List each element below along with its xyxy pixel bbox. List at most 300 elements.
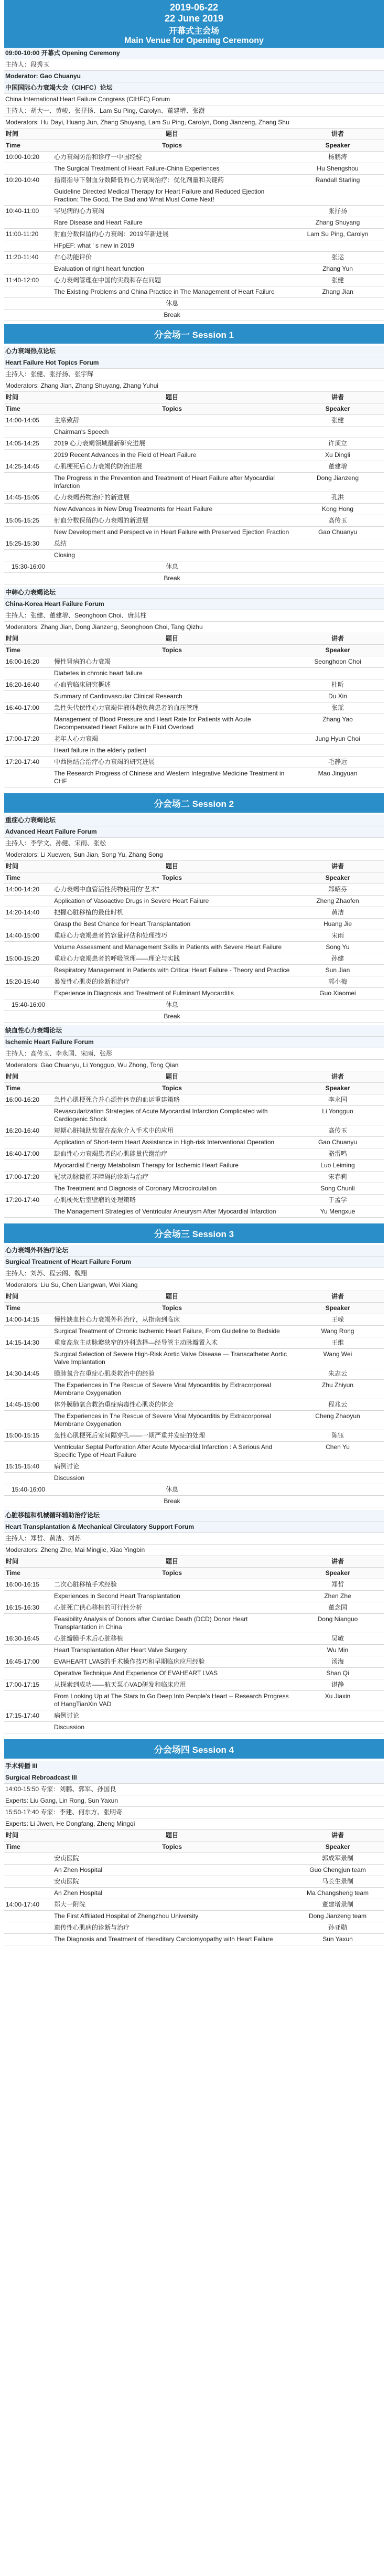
row-time — [4, 1411, 52, 1430]
row-time — [4, 1591, 52, 1602]
row-speaker: 张健 — [292, 275, 384, 286]
row-topic: The Experiences in The Rescue of Severe Viral Myocarditis by Extracorporeal Membrane Oxygenation — [52, 1411, 292, 1430]
row-topic: An Zhen Hospital — [52, 1865, 292, 1876]
row-topic: 射血分数保留的心力衰竭的新进展 — [52, 515, 292, 527]
row-speaker: Jung Hyun Choi — [292, 733, 384, 745]
row-topic: Guideline Directed Medical Therapy for Heart Failure and Reduced Ejection Fraction: The Good, The Bad and What Must Come Next! — [52, 186, 292, 206]
table-row — [4, 1411, 384, 1430]
table-row — [4, 473, 384, 492]
row-speaker — [292, 240, 384, 252]
session-header: 分会场三 Session 3 — [4, 1223, 384, 1243]
row-speaker — [292, 1722, 384, 1733]
row-time — [4, 1922, 52, 1934]
table-row — [4, 1934, 384, 1945]
row-topic: The First Affiliated Hospital of Zhengzhou University — [52, 1911, 292, 1922]
row-topic: Grasp the Best Chance for Heart Transplantation — [52, 919, 292, 930]
spacer — [4, 1945, 384, 1948]
row-speaker: Wang Rong — [292, 1326, 384, 1337]
table-row — [4, 1137, 384, 1148]
table-row — [4, 1106, 384, 1125]
table-row — [4, 1911, 384, 1922]
table-row — [4, 988, 384, 999]
row-time: 17:00-17:20 — [4, 733, 52, 745]
row-speaker: Song Chunli — [292, 1183, 384, 1195]
row-topic: 急性心肌梗死合并心源性休克的血运重建策略 — [52, 1094, 292, 1106]
row-speaker: Lam Su Ping, Carolyn — [292, 229, 384, 240]
row-speaker: Li Yongguo — [292, 1106, 384, 1125]
row-time: 11:20-11:40 — [4, 252, 52, 263]
table-row — [4, 1473, 384, 1484]
info-line: Moderators: Li Xuewen, Sun Jian, Song Yu, Zhang Song — [4, 849, 384, 861]
table-header-row — [4, 1303, 384, 1314]
row-speaker: 孙亚勋 — [292, 1922, 384, 1934]
row-speaker: Hu Shengshou — [292, 163, 384, 175]
day-banner — [4, 0, 384, 48]
row-topic: Closing — [52, 550, 292, 561]
row-speaker: Guo Xiaomei — [292, 988, 384, 999]
schedule-table — [4, 633, 384, 787]
info-line: 中国国际心力衰竭大会（CIHFC）论坛 — [4, 82, 384, 94]
info-line: 心力衰竭外科治疗论坛 — [4, 1245, 384, 1257]
row-time — [4, 240, 52, 252]
forum-block — [4, 1761, 384, 1945]
row-speaker: 杨鹏涛 — [292, 152, 384, 163]
table-row — [4, 504, 384, 515]
row-speaker: Mao Jingyuan — [292, 768, 384, 787]
table-row — [4, 1614, 384, 1633]
info-line: Experts: Liu Gang, Lin Rong, Sun Yaxun — [4, 1795, 384, 1807]
row-speaker: Sun Yaxun — [292, 1934, 384, 1945]
row-time — [4, 965, 52, 976]
table-row — [4, 919, 384, 930]
table-row — [4, 240, 384, 252]
row-time: 16:15-16:30 — [4, 1602, 52, 1614]
table-row — [4, 976, 384, 988]
row-topic: Operative Technique And Experience Of EVAHEART LVAS — [52, 1668, 292, 1679]
row-topic: 病例讨论 — [52, 1710, 292, 1722]
table-row — [4, 884, 384, 896]
row-topic: Heart Transplantation After Heart Valve Surgery — [52, 1645, 292, 1656]
table-header-row — [4, 1830, 384, 1841]
row-time: 14:20-14:40 — [4, 907, 52, 919]
info-line: Advanced Heart Failure Forum — [4, 826, 384, 838]
row-topic: 从探索到成功——航天泵心VAD研发和临床应用 — [52, 1679, 292, 1691]
row-topic: 右心功能评价 — [52, 252, 292, 263]
row-speaker: 董建增录制 — [292, 1899, 384, 1911]
table-header-row — [4, 140, 384, 152]
banner-venue-cn: 开幕式主会场 — [168, 27, 219, 36]
row-topic: The Research Progress of Chinese and Western Integrative Medicine Treatment in CHF — [52, 768, 292, 787]
info-line: 重症心力衰竭论坛 — [4, 815, 384, 826]
header-topic: Topics — [52, 645, 292, 656]
table-row — [4, 1094, 384, 1106]
table-row — [4, 656, 384, 668]
row-speaker — [292, 573, 384, 584]
row-speaker: Ma Changsheng team — [292, 1888, 384, 1899]
info-line: 心力衰竭热点论坛 — [4, 346, 384, 357]
table-row — [4, 527, 384, 538]
sessions-container — [4, 324, 384, 1948]
row-time: 17:00-17:20 — [4, 1172, 52, 1183]
table-header-row — [4, 1291, 384, 1303]
row-time — [4, 942, 52, 953]
table-header-row — [4, 1568, 384, 1579]
table-row — [4, 206, 384, 217]
table-row — [4, 1206, 384, 1218]
row-time — [4, 668, 52, 679]
session-header: 分会场四 Session 4 — [4, 1739, 384, 1759]
info-line: 主持人：胡大一、黄峻、张抒扬、Lam Su Ping, Carolyn、董建增、张澍 — [4, 105, 384, 117]
row-time: 16:00-16:20 — [4, 1094, 52, 1106]
schedule-table — [4, 861, 384, 1023]
header-topic: 题目 — [52, 129, 292, 140]
table-row — [4, 757, 384, 768]
info-line: Moderators: Gao Chuanyu, Li Yongguo, Wu Zhong, Tong Qian — [4, 1060, 384, 1071]
row-topic: 病例讨论 — [52, 1461, 292, 1473]
info-line: Ischemic Heart Failure Forum — [4, 1037, 384, 1048]
row-topic: 急性失代偿性心力衰竭伴液体超负荷患者的血压管理 — [52, 702, 292, 714]
row-speaker: Wu Min — [292, 1645, 384, 1656]
row-time: 14:00-14:15 — [4, 1314, 52, 1326]
row-topic: Rare Disease and Heart Failure — [52, 217, 292, 229]
row-time: 16:45-17:00 — [4, 1656, 52, 1668]
header-speaker: 讲者 — [292, 633, 384, 645]
table-row — [4, 438, 384, 450]
row-time: 15:40-16:00 — [4, 1484, 52, 1496]
opening-info — [4, 48, 384, 129]
break-row — [4, 999, 384, 1011]
header-speaker: Speaker — [292, 403, 384, 415]
row-speaker: 程兆云 — [292, 1399, 384, 1411]
row-topic: Application of Vasoactive Drugs in Severe Heart Failure — [52, 896, 292, 907]
row-time — [4, 1722, 52, 1733]
info-line: 09:00-10:00 开幕式 Opening Ceremony — [4, 48, 384, 59]
table-header-row — [4, 645, 384, 656]
table-row — [4, 427, 384, 438]
table-row — [4, 1380, 384, 1399]
table-row — [4, 461, 384, 473]
row-time: 15:20-15:40 — [4, 976, 52, 988]
row-topic: 二次心脏移植手术经验 — [52, 1579, 292, 1591]
info-line: 中韩心力衰竭论坛 — [4, 587, 384, 599]
row-time — [4, 1876, 52, 1888]
info-line: 缺血性心力衰竭论坛 — [4, 1025, 384, 1037]
table-row — [4, 1668, 384, 1679]
row-topic: 把握心脏移植的最佳时机 — [52, 907, 292, 919]
row-topic: Evaluation of right heart function — [52, 263, 292, 275]
row-topic: 心脏瓣膜手术后心脏移植 — [52, 1633, 292, 1645]
row-time: 16:40-17:00 — [4, 702, 52, 714]
header-topic: Topics — [52, 1841, 292, 1853]
table-row — [4, 1442, 384, 1461]
row-time — [4, 1865, 52, 1876]
row-time — [4, 573, 52, 584]
table-row — [4, 1679, 384, 1691]
row-topic: 急性心肌梗死后室间隔穿孔——一期严重并发症的处理 — [52, 1430, 292, 1442]
table-row — [4, 229, 384, 240]
row-speaker — [292, 298, 384, 310]
table-row — [4, 1591, 384, 1602]
row-speaker: Dong Nianguo — [292, 1614, 384, 1633]
row-time: 14:00-14:20 — [4, 884, 52, 896]
row-topic: 老年人心力衰竭 — [52, 733, 292, 745]
row-topic: 2019 Recent Advances in the Field of Heart Failure — [52, 450, 292, 461]
row-topic: Feasibility Analysis of Donors after Cardiac Death (DCD) Donor Heart Transplantation in China — [52, 1614, 292, 1633]
row-time — [4, 163, 52, 175]
row-time: 14:40-15:00 — [4, 930, 52, 942]
row-time — [4, 263, 52, 275]
row-topic: Surgical Selection of Severe High-Risk Aortic Valve Disease — Transcatheter Aortic Valve Implantation — [52, 1349, 292, 1368]
row-topic: An Zhen Hospital — [52, 1888, 292, 1899]
row-topic: 射血分数保留的心力衰竭：2019年新进展 — [52, 229, 292, 240]
header-speaker: 讲者 — [292, 1830, 384, 1841]
row-speaker: 骆雷鸣 — [292, 1148, 384, 1160]
row-time — [4, 1011, 52, 1023]
row-time — [4, 473, 52, 492]
row-speaker: 郭小梅 — [292, 976, 384, 988]
row-time: 11:40-12:00 — [4, 275, 52, 286]
row-speaker: Song Yu — [292, 942, 384, 953]
row-time: 16:30-16:45 — [4, 1633, 52, 1645]
header-time: Time — [4, 140, 52, 152]
header-speaker: Speaker — [292, 140, 384, 152]
row-topic: Experiences in Second Heart Transplantation — [52, 1591, 292, 1602]
row-topic: 心脏死亡供心移植的可行性分析 — [52, 1602, 292, 1614]
row-topic: New Development and Perspective in Heart Failure with Preserved Ejection Fraction — [52, 527, 292, 538]
table-row — [4, 275, 384, 286]
row-time — [4, 427, 52, 438]
table-row — [4, 252, 384, 263]
info-line: 14:00-15:50 专家：刘鹏、郭军、孙国良 — [4, 1784, 384, 1795]
header-speaker: Speaker — [292, 1303, 384, 1314]
info-line: 主持人：李学文、孙健、宋雨、张松 — [4, 838, 384, 849]
row-speaker — [292, 186, 384, 206]
table-row — [4, 1922, 384, 1934]
row-topic: 心肌梗死后心力衰竭的防治进展 — [52, 461, 292, 473]
row-topic: 暴发性心肌炎的诊断和治疗 — [52, 976, 292, 988]
info-line: Moderators: Zhang Jian, Zhang Shuyang, Zhang Yuhui — [4, 380, 384, 392]
row-topic: Ventricular Septal Perforation After Acute Myocardial Infarction : A Serious And Specific Type of Heart Failure — [52, 1442, 292, 1461]
row-time — [4, 1691, 52, 1710]
info-line: Experts: Li Jiwen, He Dongfang, Zheng Mingqi — [4, 1818, 384, 1830]
row-time: 14:45-15:00 — [4, 1399, 52, 1411]
row-speaker: 王维 — [292, 1337, 384, 1349]
row-time — [4, 768, 52, 787]
row-topic: 2019 心力衰竭领域最新研究进展 — [52, 438, 292, 450]
row-speaker: Zhang Shuyang — [292, 217, 384, 229]
session-header: 分会场一 Session 1 — [4, 324, 384, 344]
row-speaker: 宋雨 — [292, 930, 384, 942]
row-topic: 休息 — [52, 561, 292, 573]
table-row — [4, 1349, 384, 1368]
row-speaker: Seonghoon Choi — [292, 656, 384, 668]
row-time — [4, 1160, 52, 1172]
row-time — [4, 1934, 52, 1945]
row-speaker: Xu Dingli — [292, 450, 384, 461]
table-row — [4, 1337, 384, 1349]
row-topic: Surgical Treatment of Chronic Ischemic Heart Failure, From Guideline to Bedside — [52, 1326, 292, 1337]
table-row — [4, 286, 384, 298]
table-header-row — [4, 129, 384, 140]
table-row — [4, 492, 384, 504]
row-time — [4, 504, 52, 515]
header-topic: 题目 — [52, 1556, 292, 1568]
row-time: 15:05-15:25 — [4, 515, 52, 527]
row-time: 14:00-17:40 — [4, 1899, 52, 1911]
info-line: 主持人：郑哲、黄洁、刘苏 — [4, 1533, 384, 1545]
row-topic: 慢性肾病的心力衰竭 — [52, 656, 292, 668]
row-speaker — [292, 745, 384, 757]
row-time — [4, 527, 52, 538]
table-row — [4, 415, 384, 427]
info-line: Moderators: Zhang Jian, Dong Jianzeng, Seonghoon Choi, Tang Qizhu — [4, 622, 384, 633]
row-speaker: 董建增 — [292, 461, 384, 473]
table-row — [4, 745, 384, 757]
row-time: 16:00-16:15 — [4, 1579, 52, 1591]
table-row — [4, 679, 384, 691]
header-speaker: 讲者 — [292, 861, 384, 872]
row-topic: 总结 — [52, 538, 292, 550]
row-speaker: Kong Hong — [292, 504, 384, 515]
row-topic: 罕见病的心力衰竭 — [52, 206, 292, 217]
table-header-row — [4, 1071, 384, 1083]
row-topic: The Diagnosis and Treatment of Hereditary Cardiomyopathy with Heart Failure — [52, 1934, 292, 1945]
row-speaker: 郭成军录制 — [292, 1853, 384, 1865]
row-topic: 体外膜肺氧合救治重症病毒性心肌炎的体会 — [52, 1399, 292, 1411]
row-time: 10:20-10:40 — [4, 175, 52, 186]
table-row — [4, 263, 384, 275]
row-time: 16:20-16:40 — [4, 679, 52, 691]
header-time: Time — [4, 1841, 52, 1853]
row-speaker: Dong Jianzeng team — [292, 1911, 384, 1922]
row-topic: The Progress in the Prevention and Treatment of Heart Failure after Myocardial Infarction — [52, 473, 292, 492]
row-speaker: Zhu Zhiyun — [292, 1380, 384, 1399]
header-time: Time — [4, 1568, 52, 1579]
row-speaker: 张抒扬 — [292, 206, 384, 217]
row-topic: 心肌梗死后室壁瘤的处理策略 — [52, 1195, 292, 1206]
row-time: 14:30-14:45 — [4, 1368, 52, 1380]
table-header-row — [4, 392, 384, 403]
row-speaker: 张瑶 — [292, 702, 384, 714]
header-topic: Topics — [52, 1568, 292, 1579]
row-time — [4, 896, 52, 907]
row-time — [4, 1326, 52, 1337]
table-row — [4, 930, 384, 942]
row-time — [4, 691, 52, 702]
row-speaker: 郑昭芬 — [292, 884, 384, 896]
row-topic: Management of Blood Pressure and Heart Rate for Patients with Acute Decompensated Heart Failure with Fluid Overload — [52, 714, 292, 733]
row-speaker: 宋春莉 — [292, 1172, 384, 1183]
info-line: 主持人：高传玉、李永国、宋雨、张彤 — [4, 1048, 384, 1060]
agenda-page — [4, 0, 384, 1948]
table-row — [4, 175, 384, 186]
row-speaker: 杜昕 — [292, 679, 384, 691]
spacer — [4, 1733, 384, 1736]
row-time — [4, 1349, 52, 1368]
table-row — [4, 768, 384, 787]
row-speaker: Gao Chuanyu — [292, 527, 384, 538]
row-speaker: Zhang Yao — [292, 714, 384, 733]
row-topic: Discussion — [52, 1722, 292, 1733]
table-header-row — [4, 1083, 384, 1094]
break-row — [4, 573, 384, 584]
table-row — [4, 907, 384, 919]
row-topic: The Existing Problems and China Practice in The Management of Heart Failure — [52, 286, 292, 298]
row-topic: The Management Strategies of Ventricular Aneurysm After Myocardial Infarction — [52, 1206, 292, 1218]
row-topic: 主席致辞 — [52, 415, 292, 427]
row-topic: Volume Assessment and Management Skills in Patients with Severe Heart Failure — [52, 942, 292, 953]
row-time — [4, 1206, 52, 1218]
row-topic: 安贞医院 — [52, 1853, 292, 1865]
info-line: Moderators: Hu Dayi, Huang Jun, Zhang Shuyang, Lam Su Ping, Carolyn, Dong Jianzeng, Zhang Shu — [4, 117, 384, 129]
table-row — [4, 1368, 384, 1380]
info-line: China-Korea Heart Failure Forum — [4, 599, 384, 610]
row-topic: From Looking Up at The Stars to Go Deep Into People's Heart -- Research Progress of HangTianXin VAD — [52, 1691, 292, 1710]
table-row — [4, 1430, 384, 1442]
header-topic: 题目 — [52, 1291, 292, 1303]
row-topic: 郑大一附院 — [52, 1899, 292, 1911]
row-speaker — [292, 310, 384, 321]
row-topic: Chairman's Speech — [52, 427, 292, 438]
row-time: 15:00-15:20 — [4, 953, 52, 965]
row-topic: 休息 — [52, 298, 292, 310]
row-speaker — [292, 1473, 384, 1484]
row-speaker: Chen Yu — [292, 1442, 384, 1461]
row-topic: 冠状动脉微循环障碍的诊断与治疗 — [52, 1172, 292, 1183]
row-time: 15:25-15:30 — [4, 538, 52, 550]
row-topic: 缺血性心力衰竭患者的心肌能量代谢治疗 — [52, 1148, 292, 1160]
row-time — [4, 1137, 52, 1148]
table-header-row — [4, 872, 384, 884]
row-time: 14:15-14:30 — [4, 1337, 52, 1349]
row-time — [4, 1183, 52, 1195]
info-line: China International Heart Failure Congress (CIHFC) Forum — [4, 94, 384, 105]
header-time: 时间 — [4, 1830, 52, 1841]
header-topic: 题目 — [52, 1071, 292, 1083]
row-speaker: 许顶立 — [292, 438, 384, 450]
row-speaker: 马长生录制 — [292, 1876, 384, 1888]
row-speaker: 吴敏 — [292, 1633, 384, 1645]
table-row — [4, 1125, 384, 1137]
table-row — [4, 1633, 384, 1645]
spacer — [4, 787, 384, 790]
banner-date-en: 22 June 2019 — [164, 13, 224, 24]
row-speaker: Luo Leiming — [292, 1160, 384, 1172]
row-topic: The Treatment and Diagnosis of Coronary Microcirculation — [52, 1183, 292, 1195]
info-line: Moderator: Gao Chuanyu — [4, 71, 384, 82]
table-row — [4, 965, 384, 976]
row-time — [4, 1911, 52, 1922]
row-speaker: Shan Qi — [292, 1668, 384, 1679]
header-time: 时间 — [4, 633, 52, 645]
row-topic: 安贞医院 — [52, 1876, 292, 1888]
row-topic: 慢性缺血性心力衰竭外科治疗，从指南到临床 — [52, 1314, 292, 1326]
table-row — [4, 702, 384, 714]
header-speaker: Speaker — [292, 1841, 384, 1853]
row-topic: Application of Short-term Heart Assistance in High-risk Interventional Operation — [52, 1137, 292, 1148]
opening-schedule — [4, 129, 384, 321]
row-time: 15:40-16:00 — [4, 999, 52, 1011]
table-row — [4, 217, 384, 229]
row-time — [4, 1106, 52, 1125]
table-row — [4, 942, 384, 953]
row-topic: The Surgical Treatment of Heart Failure-China Experiences — [52, 163, 292, 175]
row-speaker: Du Xin — [292, 691, 384, 702]
row-speaker — [292, 561, 384, 573]
row-speaker: Huang Jie — [292, 919, 384, 930]
row-time — [4, 1473, 52, 1484]
table-row — [4, 1888, 384, 1899]
